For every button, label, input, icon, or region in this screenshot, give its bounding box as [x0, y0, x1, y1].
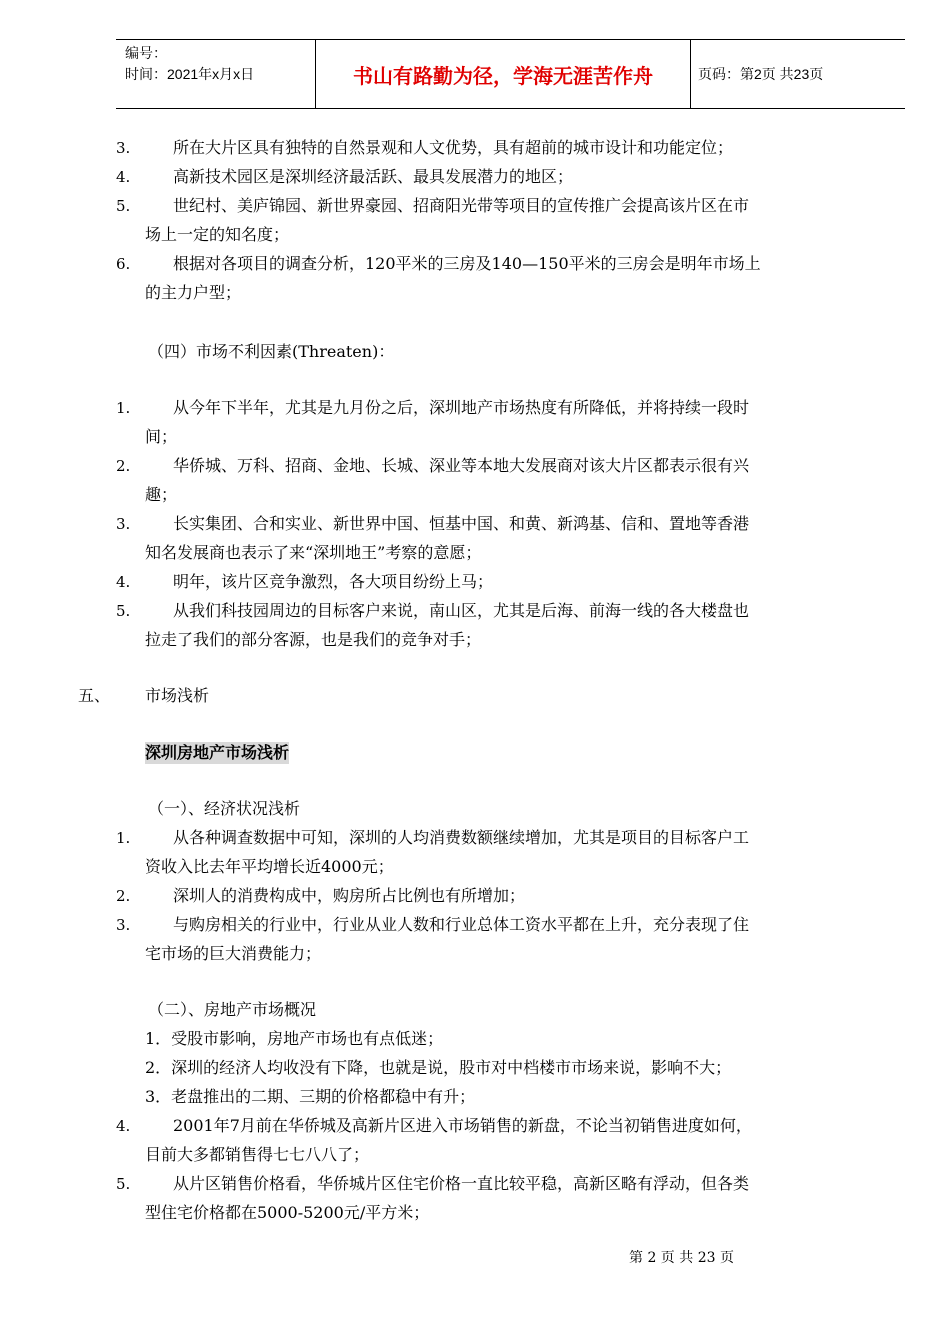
list-item-number: 6. — [116, 255, 131, 273]
list-item-number: 5. — [116, 1175, 131, 1193]
list-item-number: 3. — [116, 916, 131, 934]
list-item-text: 华侨城、万科、招商、金地、长城、深业等本地大发展商对该大片区都表示很有兴 — [173, 456, 750, 475]
list-item-text: 深圳人的消费构成中，购房所占比例也有所增加； — [173, 886, 526, 905]
page-footer: 第 2 页 共 23 页 — [629, 1250, 734, 1266]
time-label: 时间：2021年x月x日 — [125, 66, 255, 82]
list-item-number: 4. — [116, 1117, 131, 1135]
highlighted-subtitle: 深圳房地产市场浅析 — [145, 743, 290, 762]
list-item-text-cont: 目前大多都销售得七七八八了； — [145, 1145, 370, 1164]
section-heading-economy: （一）、经济状况浅析 — [148, 799, 301, 818]
list-item-text: 从今年下半年，尤其是九月份之后，深圳地产市场热度有所降低，并将持续一段时 — [173, 398, 750, 417]
list-item-number: 1. — [116, 829, 131, 847]
section-title: 市场浅析 — [145, 686, 210, 705]
list-item-text: 从我们科技园周边的目标客户来说，南山区，尤其是后海、前海一线的各大楼盘也 — [173, 601, 750, 620]
list-item-text-cont: 的主力户型； — [145, 283, 242, 302]
list-item-number: 3. — [116, 139, 131, 157]
list-item-text-cont: 场上一定的知名度； — [145, 225, 290, 244]
list-item-text-cont: 间； — [145, 427, 178, 446]
section-heading-threats: （四）市场不利因素(Threaten)： — [148, 342, 395, 361]
list-item-text: 2001年7月前在华侨城及高新片区进入市场销售的新盘，不论当初销售进度如何， — [173, 1116, 752, 1135]
list-item-number: 5. — [116, 602, 131, 620]
list-item-text-cont: 趣； — [145, 485, 178, 504]
list-item-text: 明年，该片区竞争激烈，各大项目纷纷上马； — [173, 572, 494, 591]
list-item-text-cont: 知名发展商也表示了来“深圳地王”考察的意愿； — [145, 543, 482, 562]
list-item-text-cont: 宅市场的巨大消费能力； — [145, 944, 322, 963]
section-number: 五、 — [78, 686, 111, 705]
list-item-number: 1. — [116, 399, 131, 417]
list-item-text: 从片区销售价格看，华侨城片区住宅价格一直比较平稳，高新区略有浮动，但各类 — [173, 1174, 750, 1193]
list-item-text: 高新技术园区是深圳经济最活跃、最具发展潜力的地区； — [173, 167, 574, 186]
page-indicator: 页码：第2页 共23页 — [698, 66, 824, 82]
list-item-text: 2．深圳的经济人均收没有下降，也就是说，股市对中档楼市市场来说，影响不大； — [145, 1058, 732, 1077]
section-heading-realestate: （二）、房地产市场概况 — [148, 1000, 317, 1019]
header-left-cell — [116, 40, 315, 108]
list-item-text: 世纪村、美庐锦园、新世界豪园、招商阳光带等项目的宣传推广会提高该片区在市 — [173, 196, 750, 215]
list-item-text: 3．老盘推出的二期、三期的价格都稳中有升； — [145, 1087, 476, 1106]
list-item-number: 3. — [116, 515, 131, 533]
page-header — [116, 39, 905, 109]
list-item-text-cont: 拉走了我们的部分客源，也是我们的竞争对手； — [145, 630, 482, 649]
list-item-number: 4. — [116, 573, 131, 591]
list-item-text: 长实集团、合和实业、新世界中国、恒基中国、和黄、新鸿基、信和、置地等香港 — [173, 514, 750, 533]
list-item-number: 5. — [116, 197, 131, 215]
list-item-text-cont: 资收入比去年平均增长近4000元； — [145, 857, 394, 876]
list-item-number: 4. — [116, 168, 131, 186]
list-item-number: 2. — [116, 887, 131, 905]
list-item-text-cont: 型住宅价格都在5000-5200元/平方米； — [145, 1203, 430, 1222]
list-item-text: 所在大片区具有独特的自然景观和人文优势，具有超前的城市设计和功能定位； — [173, 138, 734, 157]
list-item-text: 从各种调查数据中可知，深圳的人均消费数额继续增加，尤其是项目的目标客户工 — [173, 828, 750, 847]
list-item-text: 1．受股市影响，房地产市场也有点低迷； — [145, 1029, 444, 1048]
list-item-text: 与购房相关的行业中，行业从业人数和行业总体工资水平都在上升，充分表现了住 — [173, 915, 750, 934]
list-item-number: 2. — [116, 457, 131, 475]
motto: 书山有路勤为径，学海无涯苦作舟 — [315, 40, 691, 108]
list-item-text: 根据对各项目的调查分析，120平米的三房及140—150平米的三房会是明年市场上 — [173, 254, 761, 273]
code-label: 编号： — [125, 45, 167, 61]
